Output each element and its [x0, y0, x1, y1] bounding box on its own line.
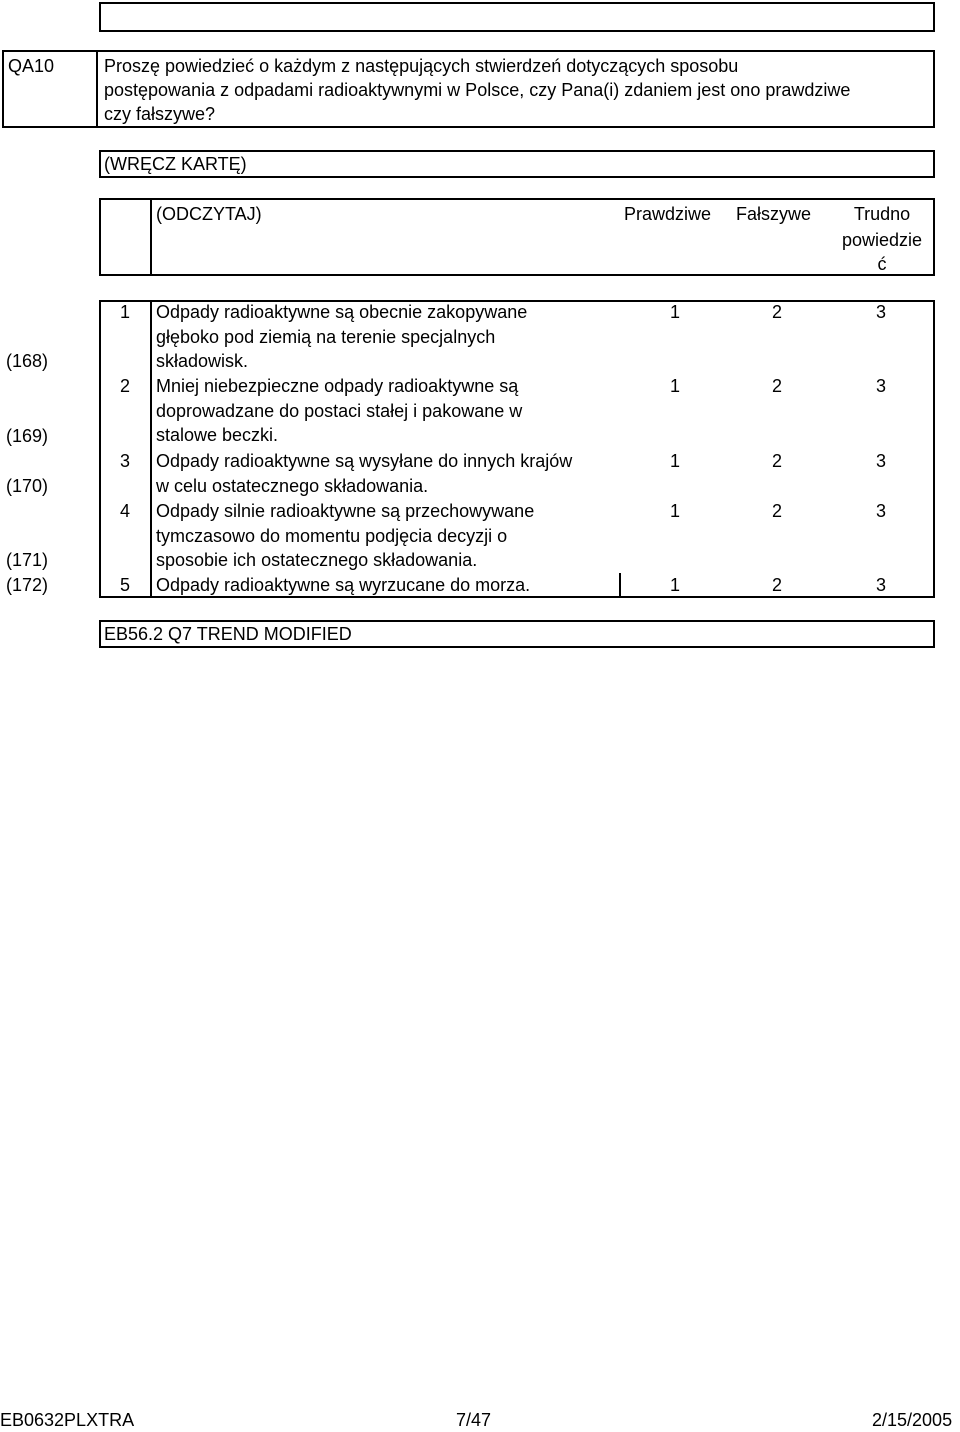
- variable-label: (172): [6, 575, 49, 595]
- row5-divider: [619, 573, 621, 598]
- variable-label: (171): [6, 550, 49, 570]
- instruction-card: (WRĘCZ KARTĘ): [104, 154, 247, 174]
- question-text-line-2: postępowania z odpadami radioaktywnymi w Polsce, czy Pana(i) zdaniem jest ono prawdziwe: [104, 80, 851, 100]
- question-text-line-1: Proszę powiedzieć o każdym z następujących stwierdzeń dotyczących sposobu: [104, 56, 739, 76]
- row-number: 4: [120, 501, 131, 521]
- row-text-line: w celu ostatecznego składowania.: [156, 476, 429, 496]
- code-falszywe[interactable]: 2: [772, 575, 783, 595]
- code-prawdziwe[interactable]: 1: [670, 376, 681, 396]
- code-prawdziwe[interactable]: 1: [670, 575, 681, 595]
- footer-page-number: 7/47: [456, 1410, 492, 1430]
- column-header-trudno-1: Trudno: [853, 204, 911, 224]
- row-text-line: Odpady radioaktywne są wyrzucane do morza.: [156, 575, 531, 595]
- footer-left: EB0632PLXTRA: [0, 1410, 135, 1430]
- question-text-line-3: czy fałszywe?: [104, 104, 216, 124]
- row-text-line: głęboko pod ziemią na terenie specjalnych: [156, 327, 496, 347]
- variable-label: (170): [6, 476, 49, 496]
- row-number: 5: [120, 575, 131, 595]
- row-text-line: tymczasowo do momentu podjęcia decyzji o: [156, 526, 508, 546]
- code-trudno[interactable]: 3: [876, 451, 887, 471]
- code-trudno[interactable]: 3: [876, 302, 887, 322]
- row-text-line: Odpady radioaktywne są wysyłane do innych krajów: [156, 451, 573, 471]
- code-trudno[interactable]: 3: [876, 575, 887, 595]
- row-text-line: Mniej niebezpieczne odpady radioaktywne są: [156, 376, 519, 396]
- read-label: (ODCZYTAJ): [156, 204, 262, 224]
- row-text-line: Odpady radioaktywne są obecnie zakopywane: [156, 302, 528, 322]
- row-text-line: doprowadzane do postaci stałej i pakowane w: [156, 401, 523, 421]
- variable-label: (168): [6, 351, 49, 371]
- row-number: 2: [120, 376, 131, 396]
- column-header-prawdziwe: Prawdziwe: [624, 204, 712, 224]
- footer-date: 2/15/2005: [872, 1410, 953, 1430]
- question-id: QA10: [8, 56, 55, 76]
- trend-note: EB56.2 Q7 TREND MODIFIED: [104, 624, 352, 644]
- code-trudno[interactable]: 3: [876, 501, 887, 521]
- code-falszywe[interactable]: 2: [772, 451, 783, 471]
- column-header-falszywe: Fałszywe: [736, 204, 812, 224]
- row-number: 1: [120, 302, 131, 322]
- code-falszywe[interactable]: 2: [772, 302, 783, 322]
- row-text-line: sposobie ich ostatecznego składowania.: [156, 550, 478, 570]
- variable-label: (169): [6, 426, 49, 446]
- row-text-line: składowisk.: [156, 351, 249, 371]
- header-divider: [150, 198, 152, 276]
- row-text-line: Odpady silnie radioaktywne są przechowywane: [156, 501, 535, 521]
- column-header-trudno-2: powiedzie: [841, 230, 923, 250]
- column-header-trudno-3: ć: [877, 254, 887, 274]
- code-prawdziwe[interactable]: 1: [670, 302, 681, 322]
- code-prawdziwe[interactable]: 1: [670, 451, 681, 471]
- row-number: 3: [120, 451, 131, 471]
- code-falszywe[interactable]: 2: [772, 501, 783, 521]
- code-falszywe[interactable]: 2: [772, 376, 783, 396]
- top-empty-box: [99, 2, 935, 32]
- body-divider: [150, 300, 152, 598]
- row-text-line: stalowe beczki.: [156, 425, 279, 445]
- code-trudno[interactable]: 3: [876, 376, 887, 396]
- code-prawdziwe[interactable]: 1: [670, 501, 681, 521]
